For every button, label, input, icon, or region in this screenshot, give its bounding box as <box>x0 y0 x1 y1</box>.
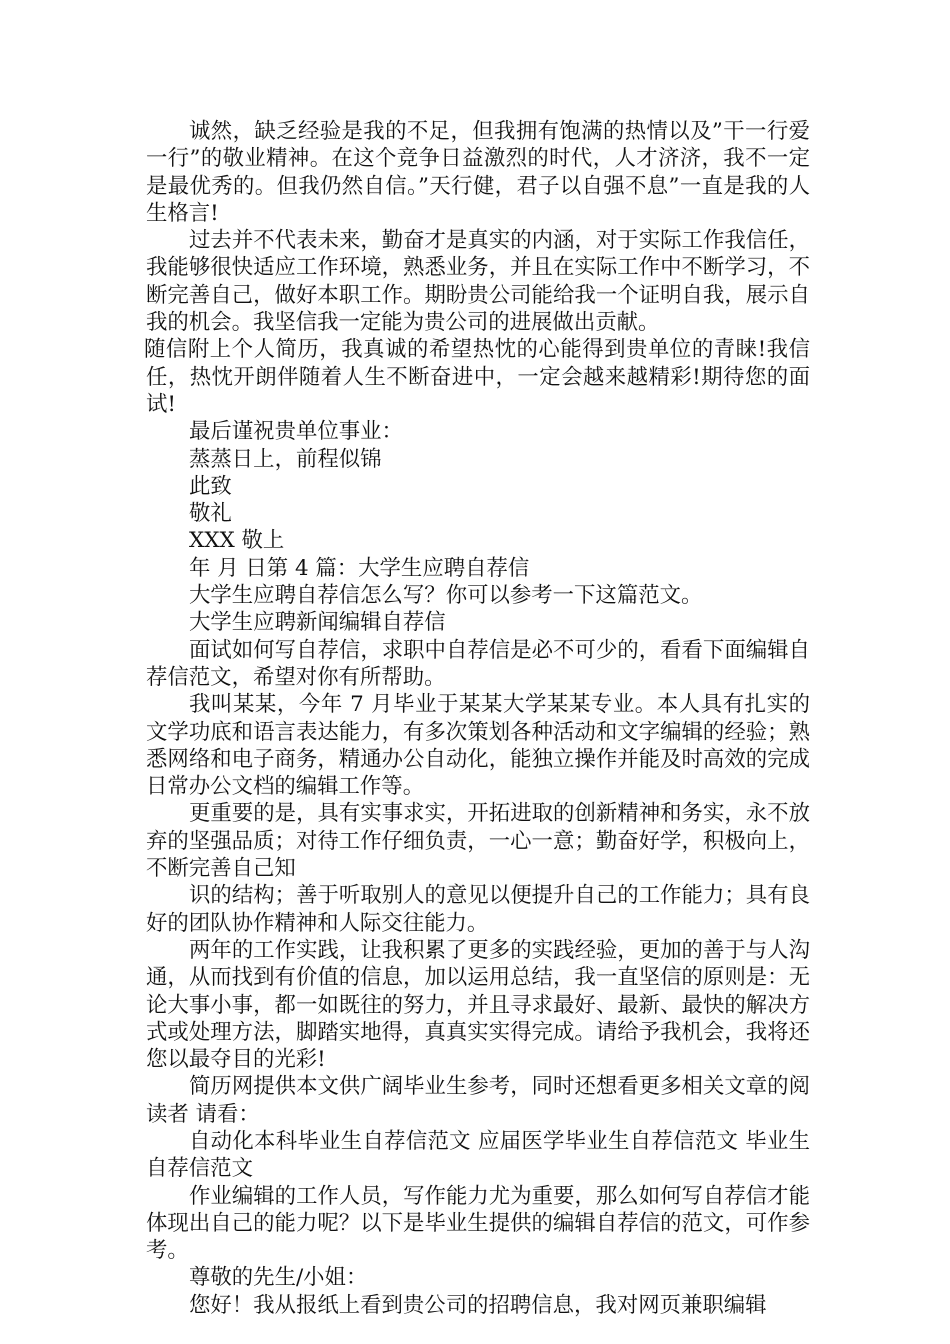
paragraph: 我叫某某，今年 7 月毕业于某某大学某某专业。本人具有扎实的文学功底和语言表达能力，有多次策划各种活动和文字编辑的经验；熟悉网络和电子商务，精通办公自动化，能独立操作并能及时高效的完成日常办公文档的编辑工作等。 <box>146 692 810 800</box>
paragraph: 大学生应聘自荐信怎么写？你可以参考一下这篇范文。 <box>189 583 703 609</box>
paragraph: 更重要的是，具有实事求实，开拓进取的创新精神和务实，永不放弃的坚强品质；对待工作仔细负责，一心一意；勤奋好学，积极向上，不断完善自己知 <box>146 801 810 882</box>
paragraph: 面试如何写自荐信，求职中自荐信是必不可少的，看看下面编辑自荐信范文，希望对你有所帮助。 <box>146 637 810 690</box>
paragraph: 简历网提供本文供广阔毕业生参考，同时还想看更多相关文章的阅读者 请看： <box>146 1074 810 1127</box>
paragraph: 您好！我从报纸上看到贵公司的招聘信息，我对网页兼职编辑 <box>189 1292 767 1318</box>
paragraph: 最后谨祝贵单位事业： <box>189 419 403 445</box>
paragraph: 过去并不代表未来，勤奋才是真实的内涵，对于实际工作我信任，我能够很快适应工作环境，熟悉业务，并且在实际工作中不断学习，不断完善自己，做好本职工作。期盼贵公司能给我一个证明自我，展示自我的机会。我坚信我一定能为贵公司的进展做出贡献。 <box>146 228 810 336</box>
paragraph: 两年的工作实践，让我积累了更多的实践经验，更加的善于与人沟通，从而找到有价值的信息，加以运用总结，我一直坚信的原则是：无论大事小事，都一如既往的努力，并且寻求最好、最新、最快的解决方式或处理方法，脚踏实地得，真真实实得完成。请给予我机会，我将还您以最夺目的光彩! <box>146 937 810 1073</box>
paragraph: 大学生应聘新闻编辑自荐信 <box>189 610 446 636</box>
paragraph: 识的结构；善于听取别人的意见以便提升自己的工作能力；具有良好的团队协作精神和人际交往能力。 <box>146 883 810 936</box>
paragraph: 年 月 日第 4 篇：大学生应聘自荐信 <box>189 555 530 581</box>
paragraph: 蒸蒸日上，前程似锦 <box>189 446 382 472</box>
paragraph: 此致 <box>189 473 232 499</box>
signature-line: XXX 敬上 <box>189 528 285 554</box>
paragraph: 随信附上个人简历，我真诚的希望热忱的心能得到贵单位的青睐!我信任，热忱开朗伴随着人生不断奋进中，一定会越来越精彩!期待您的面试! <box>144 337 810 417</box>
document-page <box>146 118 810 1319</box>
paragraph: 尊敬的先生/小姐： <box>189 1265 368 1291</box>
paragraph: 敬礼 <box>189 501 232 527</box>
paragraph: 自动化本科毕业生自荐信范文 应届医学毕业生自荐信范文 毕业生自荐信范文 <box>146 1128 810 1182</box>
paragraph: 作业编辑的工作人员，写作能力尤为重要，那么如何写自荐信才能体现出自己的能力呢？以下是毕业生提供的编辑自荐信的范文，可作参考。 <box>146 1183 810 1264</box>
paragraph: 诚然，缺乏经验是我的不足，但我拥有饱满的热情以及”干一行爱一行”的敬业精神。在这个竞争日益激烈的时代，人才济济，我不一定是最优秀的。但我仍然自信。”天行健，君子以自强不息”一直是我的人生格言! <box>146 119 810 226</box>
